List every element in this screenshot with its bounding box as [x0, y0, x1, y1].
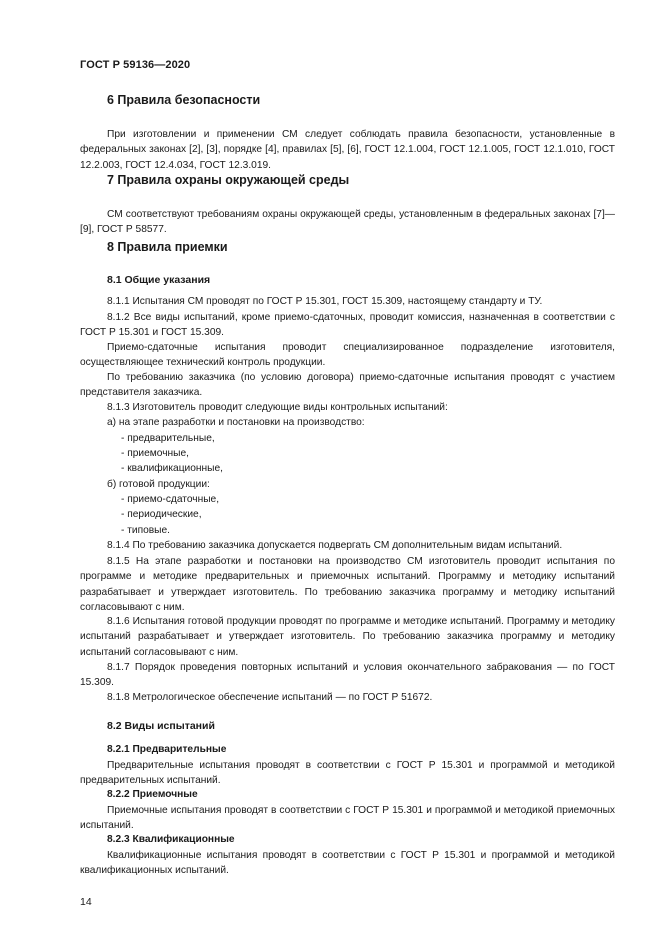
page-number: 14 [80, 896, 92, 908]
list-item-b: б) готовой продукции: [107, 479, 210, 490]
section-7-paragraph: СМ соответствуют требованиям охраны окружающей среды, установленным в федеральных законах [7]—[9], ГОСТ Р 58577. [80, 209, 615, 236]
subsection-8-2-heading: 8.2 Виды испытаний [107, 720, 215, 732]
clause-8-2-1-text: Предварительные испытания проводят в соответствии с ГОСТ Р 15.301 и программой и методикой предварительных испытаний. [80, 760, 615, 787]
list-subitem: - периодические, [121, 509, 202, 520]
clause-8-2-3-text: Квалификационные испытания проводят в соответствии с ГОСТ Р 15.301 и программой и методикой квалификационных испытаний. [80, 850, 615, 877]
list-subitem: - предварительные, [121, 433, 215, 444]
clause-8-1-4: 8.1.4 По требованию заказчика допускается подвергать СМ дополнительным видам испытаний. [107, 540, 563, 551]
list-subitem: - приемо-сдаточные, [121, 494, 220, 505]
section-6-heading: 6 Правила безопасности [107, 93, 261, 107]
clause-8-2-3-heading: 8.2.3 Квалификационные [107, 834, 235, 845]
clause-8-1-5: 8.1.5 На этапе разработки и постановки на производство СМ изготовитель проводит испытания по программе и методике предварительных и приемочных испытаний. Программу и методику испытаний разрабатывает и утверждает изготовитель. По требованию заказчика программу и методику испытаний согласовывают с ним. [80, 556, 615, 613]
clause-8-2-1-heading: 8.2.1 Предварительные [107, 744, 227, 755]
clause-8-1-2-paragraph-3: По требованию заказчика (по условию договора) приемо-сдаточные испытания проводят с участием представителя заказчика. [80, 372, 615, 399]
document-header: ГОСТ Р 59136—2020 [80, 59, 191, 71]
clause-8-1-2-paragraph-2: Приемо-сдаточные испытания проводит специализированное подразделение изготовителя, осуществляющее технический контроль продукции. [80, 342, 615, 369]
list-item-a: а) на этапе разработки и постановки на производство: [107, 417, 365, 428]
list-subitem: - квалификационные, [121, 463, 223, 474]
section-8-heading: 8 Правила приемки [107, 240, 228, 254]
clause-8-1-7: 8.1.7 Порядок проведения повторных испытаний и условия окончательного забракования — по ГОСТ 15.309. [80, 662, 615, 689]
section-6-paragraph: При изготовлении и применении СМ следует соблюдать правила безопасности, установленные в федеральных законах [2], [3], порядке [4], правилах [5], [6], ГОСТ 12.1.004, ГОСТ 12.1.005, ГОСТ 12.1.010, ГОСТ 12.2.003, ГОСТ 12.4.034, ГОСТ 12.3.019. [80, 129, 615, 171]
section-7-heading: 7 Правила охраны окружающей среды [107, 173, 350, 187]
clause-8-1-1: 8.1.1 Испытания СМ проводят по ГОСТ Р 15.301, ГОСТ 15.309, настоящему стандарту и ТУ. [107, 296, 543, 307]
subsection-8-1-heading: 8.1 Общие указания [107, 274, 211, 286]
list-subitem: - приемочные, [121, 448, 189, 459]
clause-8-1-2: 8.1.2 Все виды испытаний, кроме приемо-сдаточных, проводит комиссия, назначенная в соответствии с ГОСТ Р 15.301 и ГОСТ 15.309. [80, 312, 615, 339]
clause-8-1-3: 8.1.3 Изготовитель проводит следующие виды контрольных испытаний: [107, 402, 448, 413]
list-subitem: - типовые. [121, 525, 170, 536]
clause-8-1-6: 8.1.6 Испытания готовой продукции проводят по программе и методике испытаний. Программу и методику испытаний разрабатывает и утверждает изготовитель. По требованию заказчика программу и методику испытаний согласовывают с ним. [80, 616, 615, 658]
clause-8-2-2-text: Приемочные испытания проводят в соответствии с ГОСТ Р 15.301 и программой и методикой приемочных испытаний. [80, 805, 615, 832]
clause-8-2-2-heading: 8.2.2 Приемочные [107, 789, 198, 800]
clause-8-1-8: 8.1.8 Метрологическое обеспечение испытаний — по ГОСТ Р 51672. [107, 692, 433, 703]
